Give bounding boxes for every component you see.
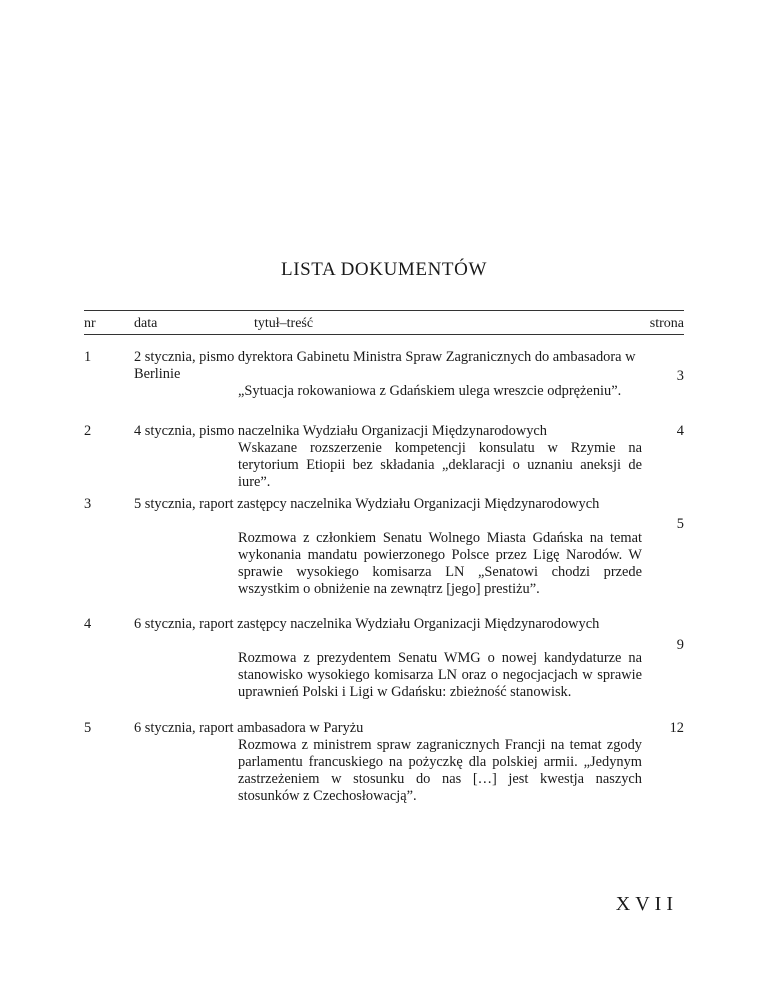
entry-number: 4 [84,616,92,632]
page-title: LISTA DOKUMENTÓW [281,259,487,280]
entry-number: 5 [84,720,92,736]
entry-number: 3 [84,496,92,512]
entry-date-source: 6 stycznia, raport ambasadora w Paryżu [134,720,364,736]
entry-description: „Sytuacja rokowaniowa z Gdańskiem ulega wreszcie odprężeniu”. [238,383,622,399]
entry-page-number: 5 [676,516,684,532]
entry-page-number: 4 [676,423,684,439]
entry-description: Rozmowa z ministrem spraw zagranicznych Francji na temat zgody parlamentu francuskiego na pożyczkę dla polskiej armii. „Jedynym zastrzeżeniem w stosunku do nas […] jest kwestja naszych stosunków z Czechosłowacją”. [238,737,642,804]
entry-page-number: 9 [676,637,684,653]
entry-description: Rozmowa z prezydentem Senatu WMG o nowej kandydaturze na stanowisko wysokiego komisarza LN oraz o negocjacjach w sprawie uprawnień Polski i Ligi w Gdańsku: zbieżność stanowisk. [238,650,642,700]
column-header-tytul: tytuł–treść [254,316,314,331]
column-header-data: data [134,316,158,331]
entry-date-source: 4 stycznia, pismo naczelnika Wydziału Organizacji Międzynarodowych [134,423,547,439]
entry-page-number: 12 [669,720,684,736]
entry-date-source: 6 stycznia, raport zastępcy naczelnika Wydziału Organizacji Międzynarodowych [134,616,600,632]
column-header-strona: strona [649,316,684,331]
column-header-nr: nr [84,316,96,331]
entry-number: 1 [84,349,92,365]
header-rule-top [84,310,684,311]
entry-number: 2 [84,423,92,439]
entry-date-source: 5 stycznia, raport zastępcy naczelnika Wydziału Organizacji Międzynarodowych [134,496,600,512]
entry-description: Rozmowa z członkiem Senatu Wolnego Miasta Gdańska na temat wykonania mandatu powierzonego Polsce przez Ligę Narodów. W sprawie wysokiego komisarza LN „Senatowi chodzi przede wszystkim o obniżenie na zewnątrz [jego] prestiżu”. [238,530,642,597]
entry-description: Wskazane rozszerzenie kompetencji konsulatu w Rzymie na terytorium Etiopii bez składania „deklaracji o uznaniu aneksji de iure”. [238,440,642,490]
page-folio-number: XVII [615,893,678,915]
entry-date-source: 2 stycznia, pismo dyrektora Gabinetu Ministra Spraw Zagranicznych do ambasadora w Berlinie [134,349,636,382]
entry-page-number: 3 [676,368,684,384]
header-rule-bottom [84,334,684,335]
